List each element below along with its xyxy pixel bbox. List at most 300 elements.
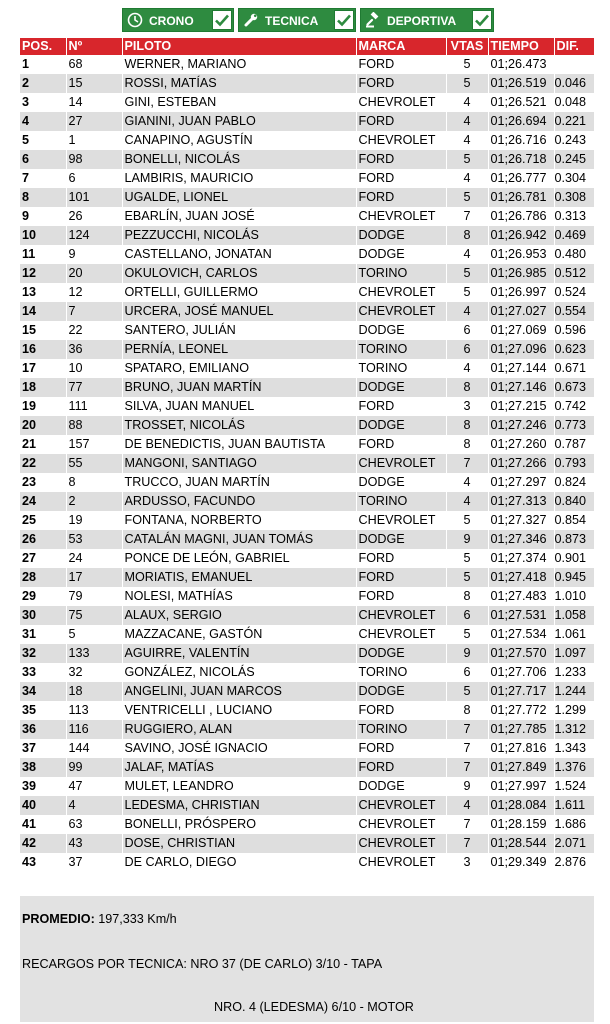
cell-tiempo: 01;26.942 [488, 226, 554, 245]
table-row [20, 625, 594, 644]
cell-pos: 32 [20, 644, 66, 663]
cell-marca: TORINO [356, 492, 446, 511]
cell-tiempo: 01;26.473 [488, 55, 554, 74]
cell-pos: 38 [20, 758, 66, 777]
header-tiempo: TIEMPO [488, 38, 554, 55]
cell-piloto: LEDESMA, CHRISTIAN [122, 796, 356, 815]
cell-tiempo: 01;27.346 [488, 530, 554, 549]
cell-tiempo: 01;27.027 [488, 302, 554, 321]
cell-vtas: 5 [446, 549, 488, 568]
cell-vtas: 5 [446, 264, 488, 283]
cell-piloto: EBARLÍN, JUAN JOSÉ [122, 207, 356, 226]
cell-vtas: 8 [446, 378, 488, 397]
cell-vtas: 7 [446, 758, 488, 777]
cell-vtas: 5 [446, 55, 488, 74]
cell-num: 63 [66, 815, 122, 834]
cell-vtas: 7 [446, 815, 488, 834]
cell-tiempo: 01;27.717 [488, 682, 554, 701]
cell-piloto: GINI, ESTEBAN [122, 93, 356, 112]
table-row [20, 321, 594, 340]
cell-marca: FORD [356, 169, 446, 188]
cell-dif: 0.243 [554, 131, 594, 150]
cell-dif: 0.773 [554, 416, 594, 435]
table-row [20, 815, 594, 834]
cell-num: 17 [66, 568, 122, 587]
cell-pos: 24 [20, 492, 66, 511]
cell-piloto: ALAUX, SERGIO [122, 606, 356, 625]
cell-piloto: SILVA, JUAN MANUEL [122, 397, 356, 416]
cell-vtas: 8 [446, 587, 488, 606]
table-row [20, 720, 594, 739]
cell-pos: 30 [20, 606, 66, 625]
cell-marca: FORD [356, 549, 446, 568]
cell-pos: 4 [20, 112, 66, 131]
cell-piloto: UGALDE, LIONEL [122, 188, 356, 207]
cell-num: 19 [66, 511, 122, 530]
cell-marca: TORINO [356, 264, 446, 283]
cell-dif: 0.554 [554, 302, 594, 321]
table-row [20, 264, 594, 283]
cell-pos: 40 [20, 796, 66, 815]
cell-num: 75 [66, 606, 122, 625]
cell-pos: 18 [20, 378, 66, 397]
cell-dif: 0.671 [554, 359, 594, 378]
cell-dif: 0.480 [554, 245, 594, 264]
cell-piloto: CANAPINO, AGUSTÍN [122, 131, 356, 150]
cell-marca: FORD [356, 758, 446, 777]
cell-num: 55 [66, 454, 122, 473]
cell-vtas: 7 [446, 720, 488, 739]
cell-piloto: WERNER, MARIANO [122, 55, 356, 74]
cell-num: 144 [66, 739, 122, 758]
cell-piloto: MAZZACANE, GASTÓN [122, 625, 356, 644]
cell-marca: CHEVROLET [356, 302, 446, 321]
cell-tiempo: 01;27.785 [488, 720, 554, 739]
cell-vtas: 4 [446, 169, 488, 188]
cell-pos: 19 [20, 397, 66, 416]
cell-pos: 12 [20, 264, 66, 283]
results-body [20, 55, 594, 872]
cell-marca: FORD [356, 739, 446, 758]
cell-tiempo: 01;27.772 [488, 701, 554, 720]
table-row [20, 340, 594, 359]
average-value: 197,333 Km/h [98, 912, 177, 926]
cell-vtas: 9 [446, 777, 488, 796]
cell-num: 26 [66, 207, 122, 226]
cell-marca: DODGE [356, 245, 446, 264]
cell-dif: 0.901 [554, 549, 594, 568]
cell-dif [554, 55, 594, 74]
cell-pos: 39 [20, 777, 66, 796]
cell-pos: 29 [20, 587, 66, 606]
cell-vtas: 8 [446, 226, 488, 245]
cell-piloto: MULET, LEANDRO [122, 777, 356, 796]
cell-vtas: 4 [446, 473, 488, 492]
cell-pos: 41 [20, 815, 66, 834]
table-header-row [20, 38, 594, 55]
cell-dif: 0.469 [554, 226, 594, 245]
cell-dif: 1.010 [554, 587, 594, 606]
cell-piloto: DOSE, CHRISTIAN [122, 834, 356, 853]
cell-dif: 1.058 [554, 606, 594, 625]
cell-piloto: ARDUSSO, FACUNDO [122, 492, 356, 511]
cell-vtas: 6 [446, 663, 488, 682]
cell-tiempo: 01;26.781 [488, 188, 554, 207]
cell-marca: DODGE [356, 644, 446, 663]
cell-vtas: 4 [446, 112, 488, 131]
cell-marca: FORD [356, 701, 446, 720]
table-row [20, 682, 594, 701]
cell-piloto: AGUIRRE, VALENTÍN [122, 644, 356, 663]
cell-pos: 2 [20, 74, 66, 93]
cell-marca: FORD [356, 55, 446, 74]
cell-marca: CHEVROLET [356, 511, 446, 530]
cell-tiempo: 01;27.327 [488, 511, 554, 530]
cell-vtas: 5 [446, 74, 488, 93]
cell-pos: 11 [20, 245, 66, 264]
cell-num: 53 [66, 530, 122, 549]
cell-num: 98 [66, 150, 122, 169]
cell-pos: 28 [20, 568, 66, 587]
cell-vtas: 5 [446, 188, 488, 207]
cell-tiempo: 01;27.534 [488, 625, 554, 644]
table-row [20, 511, 594, 530]
cell-num: 88 [66, 416, 122, 435]
table-row [20, 606, 594, 625]
cell-piloto: ROSSI, MATÍAS [122, 74, 356, 93]
cell-marca: FORD [356, 587, 446, 606]
status-tabs [122, 8, 494, 34]
cell-vtas: 5 [446, 568, 488, 587]
cell-piloto: BRUNO, JUAN MARTÍN [122, 378, 356, 397]
cell-dif: 0.304 [554, 169, 594, 188]
cell-vtas: 7 [446, 834, 488, 853]
cell-pos: 34 [20, 682, 66, 701]
tab-deportiva-label: DEPORTIVA [387, 14, 457, 28]
cell-marca: FORD [356, 188, 446, 207]
cell-marca: TORINO [356, 359, 446, 378]
table-row [20, 112, 594, 131]
cell-vtas: 9 [446, 530, 488, 549]
cell-num: 20 [66, 264, 122, 283]
cell-pos: 31 [20, 625, 66, 644]
cell-tiempo: 01;29.349 [488, 853, 554, 872]
cell-piloto: VENTRICELLI , LUCIANO [122, 701, 356, 720]
cell-marca: FORD [356, 150, 446, 169]
cell-marca: CHEVROLET [356, 815, 446, 834]
cell-dif: 0.824 [554, 473, 594, 492]
cell-pos: 23 [20, 473, 66, 492]
cell-num: 2 [66, 492, 122, 511]
cell-tiempo: 01;26.786 [488, 207, 554, 226]
cell-pos: 14 [20, 302, 66, 321]
table-row [20, 492, 594, 511]
cell-piloto: GIANINI, JUAN PABLO [122, 112, 356, 131]
cell-marca: CHEVROLET [356, 834, 446, 853]
table-row [20, 188, 594, 207]
table-row [20, 283, 594, 302]
cell-pos: 37 [20, 739, 66, 758]
table-row [20, 473, 594, 492]
cell-num: 43 [66, 834, 122, 853]
cell-pos: 42 [20, 834, 66, 853]
cell-vtas: 4 [446, 131, 488, 150]
cell-vtas: 7 [446, 207, 488, 226]
cell-marca: CHEVROLET [356, 796, 446, 815]
cell-piloto: RUGGIERO, ALAN [122, 720, 356, 739]
cell-tiempo: 01;28.544 [488, 834, 554, 853]
cell-piloto: PERNÍA, LEONEL [122, 340, 356, 359]
cell-pos: 25 [20, 511, 66, 530]
cell-marca: DODGE [356, 226, 446, 245]
table-row [20, 55, 594, 74]
cell-dif: 1.611 [554, 796, 594, 815]
cell-num: 47 [66, 777, 122, 796]
cell-num: 99 [66, 758, 122, 777]
cell-tiempo: 01;27.069 [488, 321, 554, 340]
cell-piloto: MANGONI, SANTIAGO [122, 454, 356, 473]
table-row [20, 644, 594, 663]
check-icon [212, 10, 232, 30]
cell-tiempo: 01;27.246 [488, 416, 554, 435]
cell-tiempo: 01;26.716 [488, 131, 554, 150]
table-row [20, 530, 594, 549]
penalty-line-2: NRO. 4 (LEDESMA) 6/10 - MOTOR [214, 1000, 414, 1014]
cell-piloto: FONTANA, NORBERTO [122, 511, 356, 530]
cell-pos: 3 [20, 93, 66, 112]
cell-dif: 2.876 [554, 853, 594, 872]
cell-dif: 0.245 [554, 150, 594, 169]
cell-piloto: PONCE DE LEÓN, GABRIEL [122, 549, 356, 568]
cell-num: 1 [66, 131, 122, 150]
penalty-line-1: RECARGOS POR TECNICA: NRO 37 (DE CARLO) 3/10 - TAPA [22, 957, 383, 971]
cell-marca: CHEVROLET [356, 207, 446, 226]
cell-piloto: TRUCCO, JUAN MARTÍN [122, 473, 356, 492]
cell-num: 157 [66, 435, 122, 454]
cell-piloto: ANGELINI, JUAN MARCOS [122, 682, 356, 701]
cell-marca: DODGE [356, 682, 446, 701]
cell-vtas: 4 [446, 492, 488, 511]
table-row [20, 777, 594, 796]
gavel-icon [365, 12, 381, 28]
cell-dif: 0.308 [554, 188, 594, 207]
cell-tiempo: 01;27.096 [488, 340, 554, 359]
cell-vtas: 5 [446, 150, 488, 169]
cell-vtas: 6 [446, 606, 488, 625]
tab-crono[interactable] [122, 8, 234, 32]
cell-dif: 2.071 [554, 834, 594, 853]
cell-dif: 0.623 [554, 340, 594, 359]
cell-num: 27 [66, 112, 122, 131]
cell-tiempo: 01;27.146 [488, 378, 554, 397]
table-row [20, 74, 594, 93]
cell-marca: DODGE [356, 416, 446, 435]
cell-tiempo: 01;27.260 [488, 435, 554, 454]
cell-marca: FORD [356, 435, 446, 454]
cell-pos: 33 [20, 663, 66, 682]
cell-tiempo: 01;27.418 [488, 568, 554, 587]
table-row [20, 378, 594, 397]
cell-vtas: 7 [446, 739, 488, 758]
cell-tiempo: 01;27.215 [488, 397, 554, 416]
cell-marca: CHEVROLET [356, 93, 446, 112]
cell-pos: 5 [20, 131, 66, 150]
cell-num: 4 [66, 796, 122, 815]
results-table [20, 38, 595, 872]
cell-tiempo: 01;27.706 [488, 663, 554, 682]
cell-piloto: LAMBIRIS, MAURICIO [122, 169, 356, 188]
cell-vtas: 4 [446, 245, 488, 264]
cell-num: 37 [66, 853, 122, 872]
cell-dif: 0.742 [554, 397, 594, 416]
table-row [20, 131, 594, 150]
cell-piloto: URCERA, JOSÉ MANUEL [122, 302, 356, 321]
cell-tiempo: 01;27.313 [488, 492, 554, 511]
cell-dif: 0.673 [554, 378, 594, 397]
cell-piloto: MORIATIS, EMANUEL [122, 568, 356, 587]
tab-tecnica-label: TECNICA [265, 14, 319, 28]
cell-dif: 0.221 [554, 112, 594, 131]
cell-pos: 13 [20, 283, 66, 302]
cell-num: 10 [66, 359, 122, 378]
cell-vtas: 4 [446, 359, 488, 378]
check-icon [472, 10, 492, 30]
cell-marca: CHEVROLET [356, 853, 446, 872]
cell-tiempo: 01;27.266 [488, 454, 554, 473]
cell-piloto: CATALÁN MAGNI, JUAN TOMÁS [122, 530, 356, 549]
cell-dif: 0.840 [554, 492, 594, 511]
cell-num: 15 [66, 74, 122, 93]
cell-vtas: 8 [446, 416, 488, 435]
cell-tiempo: 01;27.997 [488, 777, 554, 796]
cell-marca: DODGE [356, 777, 446, 796]
cell-dif: 0.048 [554, 93, 594, 112]
table-row [20, 359, 594, 378]
table-row [20, 739, 594, 758]
cell-tiempo: 01;28.159 [488, 815, 554, 834]
tab-deportiva[interactable] [360, 8, 494, 32]
cell-num: 22 [66, 321, 122, 340]
cell-piloto: BONELLI, NICOLÁS [122, 150, 356, 169]
cell-marca: FORD [356, 568, 446, 587]
cell-dif: 0.512 [554, 264, 594, 283]
cell-dif: 0.873 [554, 530, 594, 549]
table-row [20, 796, 594, 815]
cell-piloto: DE BENEDICTIS, JUAN BAUTISTA [122, 435, 356, 454]
cell-pos: 16 [20, 340, 66, 359]
cell-pos: 1 [20, 55, 66, 74]
cell-dif: 1.061 [554, 625, 594, 644]
cell-tiempo: 01;27.374 [488, 549, 554, 568]
cell-dif: 0.854 [554, 511, 594, 530]
clock-icon [127, 12, 143, 28]
cell-tiempo: 01;26.718 [488, 150, 554, 169]
cell-num: 12 [66, 283, 122, 302]
cell-piloto: BONELLI, PRÓSPERO [122, 815, 356, 834]
cell-tiempo: 01;26.953 [488, 245, 554, 264]
table-row [20, 853, 594, 872]
cell-num: 124 [66, 226, 122, 245]
cell-pos: 43 [20, 853, 66, 872]
cell-tiempo: 01;26.777 [488, 169, 554, 188]
cell-vtas: 3 [446, 397, 488, 416]
cell-pos: 6 [20, 150, 66, 169]
cell-vtas: 4 [446, 796, 488, 815]
cell-piloto: GONZÁLEZ, NICOLÁS [122, 663, 356, 682]
cell-piloto: OKULOVICH, CARLOS [122, 264, 356, 283]
cell-tiempo: 01;27.816 [488, 739, 554, 758]
cell-dif: 0.793 [554, 454, 594, 473]
cell-piloto: NOLESI, MATHÍAS [122, 587, 356, 606]
cell-vtas: 4 [446, 93, 488, 112]
table-row [20, 226, 594, 245]
cell-pos: 9 [20, 207, 66, 226]
average-speed [22, 912, 177, 926]
cell-tiempo: 01;26.521 [488, 93, 554, 112]
table-row [20, 169, 594, 188]
cell-num: 8 [66, 473, 122, 492]
cell-pos: 8 [20, 188, 66, 207]
cell-dif: 0.313 [554, 207, 594, 226]
cell-marca: CHEVROLET [356, 606, 446, 625]
table-row [20, 568, 594, 587]
cell-piloto: SANTERO, JULIÁN [122, 321, 356, 340]
cell-piloto: SAVINO, JOSÉ IGNACIO [122, 739, 356, 758]
cell-pos: 35 [20, 701, 66, 720]
cell-marca: DODGE [356, 321, 446, 340]
cell-num: 133 [66, 644, 122, 663]
cell-num: 113 [66, 701, 122, 720]
wrench-icon [243, 12, 259, 28]
table-row [20, 587, 594, 606]
cell-marca: CHEVROLET [356, 625, 446, 644]
tab-tecnica[interactable] [238, 8, 356, 32]
cell-vtas: 5 [446, 625, 488, 644]
cell-vtas: 5 [446, 283, 488, 302]
table-row [20, 435, 594, 454]
cell-tiempo: 01;27.483 [488, 587, 554, 606]
cell-marca: FORD [356, 74, 446, 93]
cell-pos: 15 [20, 321, 66, 340]
header-dif: DIF. [554, 38, 594, 55]
header-pos: POS. [20, 38, 66, 55]
cell-dif: 0.945 [554, 568, 594, 587]
cell-num: 68 [66, 55, 122, 74]
cell-vtas: 9 [446, 644, 488, 663]
table-row [20, 397, 594, 416]
cell-dif: 1.312 [554, 720, 594, 739]
cell-dif: 0.596 [554, 321, 594, 340]
cell-tiempo: 01;27.297 [488, 473, 554, 492]
table-row [20, 416, 594, 435]
cell-tiempo: 01;27.849 [488, 758, 554, 777]
cell-pos: 20 [20, 416, 66, 435]
cell-marca: DODGE [356, 473, 446, 492]
cell-pos: 36 [20, 720, 66, 739]
table-row [20, 834, 594, 853]
cell-tiempo: 01;26.997 [488, 283, 554, 302]
cell-pos: 26 [20, 530, 66, 549]
cell-piloto: TROSSET, NICOLÁS [122, 416, 356, 435]
cell-vtas: 8 [446, 701, 488, 720]
cell-marca: DODGE [356, 530, 446, 549]
header-num: Nº [66, 38, 122, 55]
cell-num: 6 [66, 169, 122, 188]
cell-dif: 1.299 [554, 701, 594, 720]
cell-marca: TORINO [356, 720, 446, 739]
header-marca: MARCA [356, 38, 446, 55]
cell-piloto: CASTELLANO, JONATAN [122, 245, 356, 264]
